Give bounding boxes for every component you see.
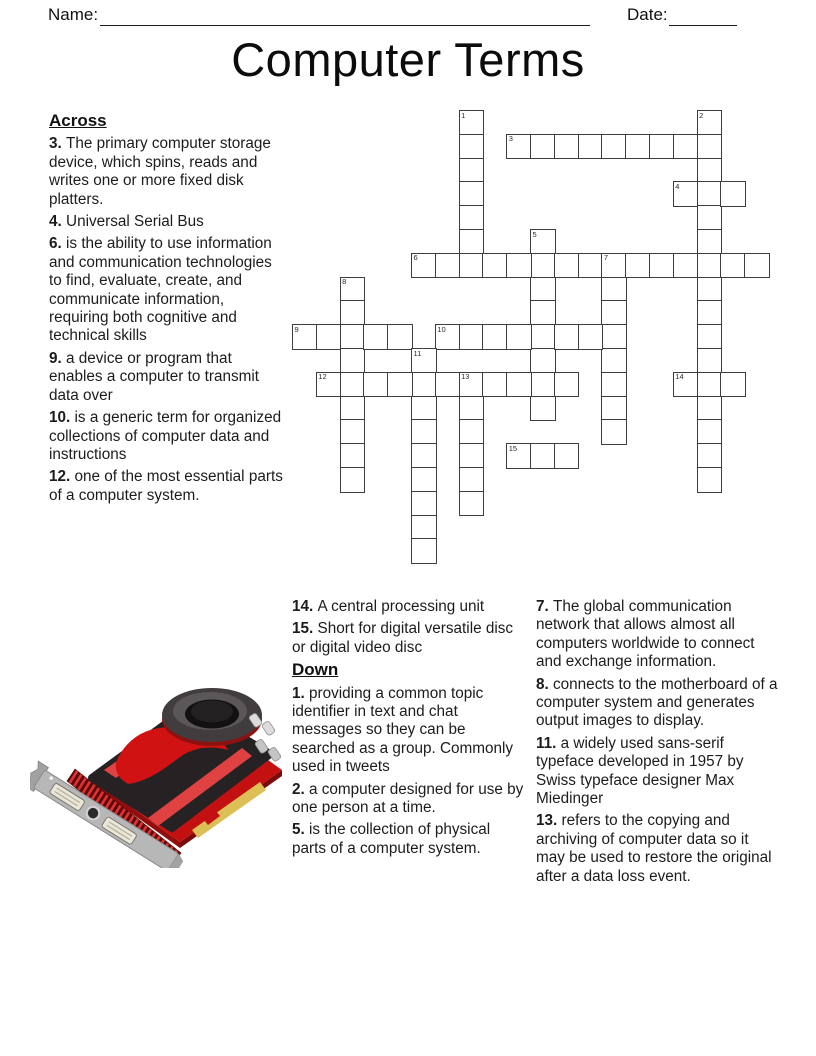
- clue-9: 9. a device or program that enables a computer to transmit data over: [49, 349, 260, 404]
- grid-cell: [554, 372, 580, 398]
- grid-cell: [506, 443, 532, 469]
- grid-cell: [697, 134, 723, 160]
- date-fill-line: [669, 25, 737, 26]
- grid-cell: [411, 253, 437, 279]
- grid-cell: [744, 253, 770, 279]
- grid-cell: [601, 134, 627, 160]
- grid-cell: [601, 396, 627, 422]
- grid-cell: [649, 253, 675, 279]
- grid-cell: [506, 324, 532, 350]
- grid-cell: [411, 538, 437, 564]
- grid-cell: [720, 181, 746, 207]
- grid-cell: [697, 181, 723, 207]
- grid-cell: [459, 467, 485, 493]
- grid-cell: [530, 348, 556, 374]
- grid-cell: [601, 419, 627, 445]
- grid-cell: [435, 324, 461, 350]
- grid-cell: [482, 372, 508, 398]
- clue-section-header-across: Across: [49, 111, 107, 130]
- grid-cell: [340, 419, 366, 445]
- grid-cell: [697, 277, 723, 303]
- clue-13: 13. refers to the copying and archiving of computer data so it may be used to restore the original after a data loss event.: [536, 812, 772, 885]
- grid-cell: [697, 324, 723, 350]
- grid-cell: [340, 467, 366, 493]
- grid-cell: [506, 372, 532, 398]
- grid-cell: [459, 372, 485, 398]
- clue-number: 10: [437, 324, 446, 334]
- fan-hub: [191, 701, 233, 723]
- grid-cell: [601, 372, 627, 398]
- grid-cell: [530, 229, 556, 255]
- clue-number: 7: [603, 253, 609, 263]
- grid-cell: [697, 205, 723, 231]
- clue-number: 4: [675, 181, 680, 191]
- clue-3: 3. The primary computer storage device, which spins, reads and writes one or more fixed disk platters.: [49, 135, 271, 208]
- grid-cell: [459, 134, 485, 160]
- page-title: Computer Terms: [231, 33, 585, 86]
- clue-column-right: [536, 598, 779, 890]
- clue-number: 9: [294, 324, 299, 334]
- clue-8: 8. connects to the motherboard of a computer system and generates output images to display.: [536, 675, 778, 730]
- grid-cell: [697, 253, 723, 279]
- grid-cell: [578, 324, 604, 350]
- grid-cell: [697, 372, 723, 398]
- grid-cell: [459, 253, 485, 279]
- grid-cell: [530, 277, 556, 303]
- clue-2: 2. a computer designed for use by one person at a time.: [292, 780, 524, 817]
- grid-cell: [601, 253, 627, 279]
- grid-cell: [506, 134, 532, 160]
- clue-number: 6: [413, 253, 418, 263]
- grid-cell: [340, 300, 366, 326]
- grid-cell: [435, 372, 461, 398]
- grid-cell: [697, 300, 723, 326]
- grid-cell: [554, 253, 580, 279]
- clue-12: 12. one of the most essential parts of a computer system.: [49, 468, 283, 504]
- grid-cell: [459, 396, 485, 422]
- grid-cell: [697, 443, 723, 469]
- grid-cell: [340, 372, 366, 398]
- grid-cell: [697, 158, 723, 184]
- grid-cell: [673, 181, 699, 207]
- grid-cell: [387, 372, 413, 398]
- clue-column-left: [49, 112, 287, 509]
- clue-15: 15. Short for digital versatile disc or digital video disc: [292, 620, 514, 656]
- grid-cell: [697, 229, 723, 255]
- grid-cell: [411, 467, 437, 493]
- grid-cell: [673, 134, 699, 160]
- clue-10: 10. is a generic term for organized collections of computer data and instructions: [49, 409, 282, 463]
- clue-number: 11: [413, 348, 422, 358]
- grid-cell: [459, 419, 485, 445]
- grid-cell: [316, 324, 342, 350]
- clue-column-middle: [292, 598, 528, 862]
- grid-cell: [387, 324, 413, 350]
- graphics-card-illustration: [30, 678, 290, 868]
- clue-4: 4. Universal Serial Bus: [49, 213, 204, 231]
- grid-cell: [459, 181, 485, 207]
- grid-cell: [459, 158, 485, 184]
- grid-cell: [340, 443, 366, 469]
- clue-7: 7. The global communication network that allows almost all computers worldwide to connect and exchange information.: [536, 598, 755, 671]
- grid-cell: [340, 396, 366, 422]
- grid-cell: [459, 229, 485, 255]
- grid-cell: [578, 134, 604, 160]
- clue-number: 15: [508, 443, 518, 453]
- clue-14: 14. A central processing unit: [292, 598, 485, 615]
- grid-cell: [459, 110, 485, 136]
- clue-11: 11. a widely used sans-serif typeface developed in 1957 by Swiss typeface designer Max Miedinger: [536, 734, 744, 808]
- grid-cell: [459, 443, 485, 469]
- grid-cell: [649, 134, 675, 160]
- grid-cell: [720, 253, 746, 279]
- grid-cell: [363, 324, 389, 350]
- clue-1: 1. providing a common topic identifier in text and chat messages so they can be searched as a group. Commonly used in tweets: [292, 684, 514, 776]
- grid-cell: [697, 419, 723, 445]
- clue-6: 6. is the ability to use information and communication technologies to find, evaluate, create, and communicate information, requiring both cognitive and technical skills: [49, 235, 272, 345]
- grid-cell: [601, 348, 627, 374]
- grid-cell: [459, 324, 485, 350]
- clue-number: 3: [508, 134, 513, 144]
- grid-cell: [506, 253, 532, 279]
- name-fill-line: [100, 25, 590, 26]
- grid-cell: [530, 372, 556, 398]
- clue-section-header-down: Down: [292, 660, 339, 680]
- grid-cell: [530, 253, 556, 279]
- grid-cell: [625, 253, 651, 279]
- grid-cell: [340, 348, 366, 374]
- grid-cell: [625, 134, 651, 160]
- grid-cell: [530, 134, 556, 160]
- clue-number: 13: [461, 372, 470, 382]
- grid-cell: [459, 205, 485, 231]
- grid-cell: [482, 253, 508, 279]
- grid-cell: [697, 110, 723, 136]
- grid-cell: [673, 372, 699, 398]
- grid-cell: [601, 324, 627, 350]
- grid-cell: [340, 324, 366, 350]
- clue-5: 5. is the collection of physical parts of a computer system.: [292, 821, 491, 857]
- grid-cell: [435, 253, 461, 279]
- grid-cell: [554, 134, 580, 160]
- grid-cell: [411, 515, 437, 541]
- grid-cell: [411, 396, 437, 422]
- grid-cell: [363, 372, 389, 398]
- grid-cell: [530, 396, 556, 422]
- date-label: Date:: [627, 5, 668, 24]
- clue-number: 12: [318, 372, 327, 382]
- grid-cell: [411, 443, 437, 469]
- grid-cell: [411, 372, 437, 398]
- grid-cell: [720, 372, 746, 398]
- grid-cell: [530, 324, 556, 350]
- grid-cell: [554, 443, 580, 469]
- grid-cell: [578, 253, 604, 279]
- clue-number: 8: [342, 277, 347, 287]
- clue-number: 2: [699, 110, 704, 120]
- grid-cell: [601, 277, 627, 303]
- grid-cell: [482, 324, 508, 350]
- grid-cell: [292, 324, 318, 350]
- crossword-grid: [292, 110, 770, 564]
- clue-number: 14: [675, 372, 684, 382]
- grid-cell: [530, 300, 556, 326]
- grid-cell: [459, 491, 485, 517]
- clue-number: 1: [461, 110, 466, 120]
- grid-cell: [554, 324, 580, 350]
- grid-cell: [411, 348, 437, 374]
- name-label: Name:: [48, 5, 99, 24]
- grid-cell: [697, 348, 723, 374]
- grid-cell: [411, 419, 437, 445]
- grid-cell: [697, 396, 723, 422]
- grid-cell: [340, 277, 366, 303]
- grid-cell: [411, 491, 437, 517]
- grid-cell: [697, 467, 723, 493]
- grid-cell: [316, 372, 342, 398]
- grid-cell: [673, 253, 699, 279]
- grid-cell: [601, 300, 627, 326]
- clue-number: 5: [532, 229, 537, 239]
- grid-cell: [530, 443, 556, 469]
